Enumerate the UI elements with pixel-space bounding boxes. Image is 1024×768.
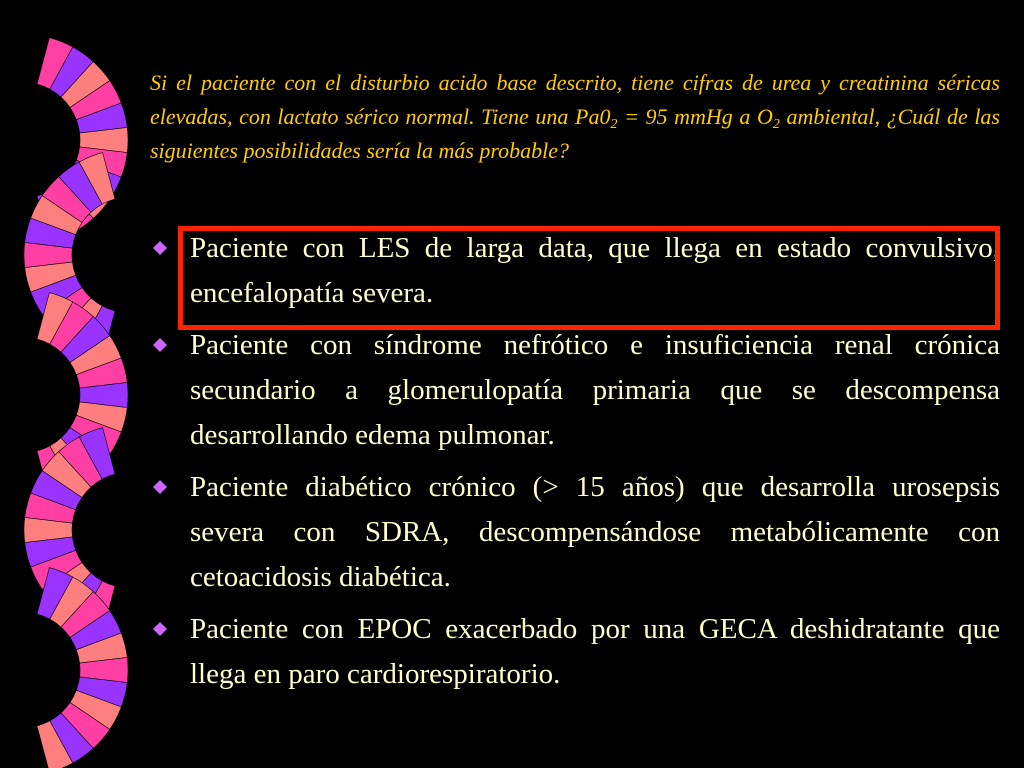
- diamond-bullet-icon: [152, 337, 168, 353]
- decorative-fan-border: [0, 0, 140, 768]
- option-2-text: Paciente con síndrome nefrótico e insuficiencia renal crónica secundario a glomerulopatía primaria que se descompensa desarrollando edema pulmonar.: [190, 329, 1000, 451]
- option-3: [150, 465, 1000, 600]
- diamond-bullet-icon: [152, 479, 168, 495]
- question-text: [150, 66, 1000, 168]
- diamond-bullet-icon: [152, 240, 168, 256]
- question-part-1: Si el paciente con el disturbio acido base descrito, tiene cifras de urea y creatinina séricas elevadas, con lactato sérico normal. Tiene una Pa0: [150, 70, 1000, 129]
- question-part-3: ambiental, ¿Cuál de las siguientes posibilidades sería la más probable?: [150, 104, 1000, 163]
- option-4-text: Paciente con EPOC exacerbado por una GECA deshidratante que llega en paro cardiorespiratorio.: [190, 613, 1000, 690]
- option-4: [150, 607, 1000, 697]
- option-3-text: Paciente diabético crónico (> 15 años) que desarrolla urosepsis severa con SDRA, descompensándose metabólicamente con cetoacidosis diabética.: [190, 471, 1000, 593]
- option-1-text: Paciente con LES de larga data, que llega en estado convulsivo, encefalopatía severa.: [190, 232, 1000, 309]
- option-2: [150, 323, 1000, 458]
- answer-options-list: [150, 226, 1000, 704]
- question-subscript-2: 2: [772, 117, 780, 132]
- option-1: [150, 226, 1000, 316]
- question-subscript-1: 2: [610, 117, 618, 132]
- diamond-bullet-icon: [152, 621, 168, 637]
- question-part-2: = 95 mmHg a O: [617, 104, 773, 129]
